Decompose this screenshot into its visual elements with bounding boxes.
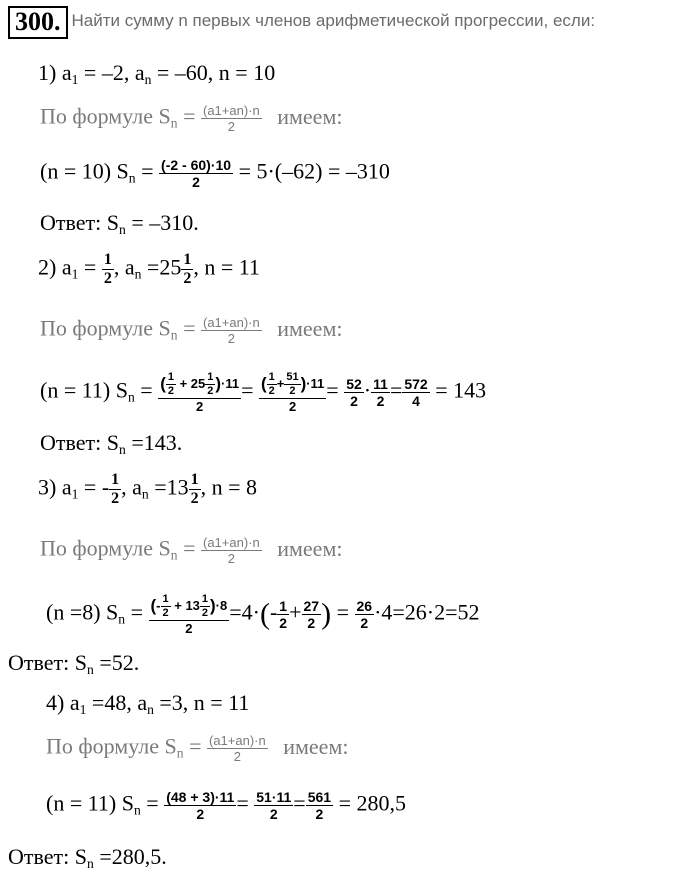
p3-calc-fraction-3: $\frac{27}{2}$	[303, 598, 320, 631]
p1-answer: Ответ: $S_n = -310$.	[40, 210, 199, 238]
p1-sum-formula: $\frac{(a1+an)\cdot n}{2}$	[202, 103, 260, 134]
p3-calculation: (n =8) $S_n$ = (- $\frac{1}{2}$ + 13 $\frac{1}{2}$ )·8 2 =4·(- $\frac{1}{2}$ + $\frac{27}{2}$ ) = $\frac{26}{2}$ ·4=26·2=52	[46, 593, 480, 636]
p2-condition: 2) $a_1$ = $\frac{1}{2}$ , $a_n =25$ $\frac{1}{2}$ , n = 11	[38, 251, 260, 287]
p1-calc-fraction: $\frac{(-2 - 60)\cdot 10}{2}$	[161, 157, 232, 190]
p2-answer: Ответ: $S_n =143$.	[40, 430, 183, 458]
p4-condition: 4) $a_1 =48$, $a_n =3$, n = 11	[46, 690, 250, 718]
p2-formula-line: По формуле $S_n$ = $\frac{(a1+an)\cdot n}{2}$ имеем:	[40, 315, 343, 346]
problem-number: 300.	[8, 6, 68, 39]
p3-calc-fraction-1: (- $\frac{1}{2}$ + 13 $\frac{1}{2}$ )·8 2	[150, 593, 228, 636]
p4-formula-line: По формуле $S_n$ = $\frac{(a1+an)\cdot n}{2}$ имеем:	[46, 733, 349, 764]
p4-calc-fraction-3: $\frac{561}{2}$	[307, 789, 332, 822]
p3-answer: Ответ: $S_n =52$.	[8, 650, 140, 678]
task-statement: Найти сумму n первых членов арифметической прогрессии, если:	[71, 11, 596, 30]
p2-an-fraction: $\frac{1}{2}$	[183, 251, 192, 287]
p2-a1-fraction: $\frac{1}{2}$	[103, 251, 112, 287]
p2-calc-fraction-1: ( $\frac{1}{2}$ + 25 $\frac{1}{2}$ )·11 2	[160, 371, 240, 414]
p3-calc-fraction-4: $\frac{26}{2}$	[356, 598, 373, 631]
p4-answer: Ответ: $S_n =280,5$.	[8, 844, 167, 872]
p3-formula-line: По формуле $S_n$ = $\frac{(a1+an)\cdot n}{2}$ имеем:	[40, 535, 343, 566]
p2-sum-formula: $\frac{(a1+an)\cdot n}{2}$	[202, 315, 260, 346]
p4-calculation: (n = 11) $S_n$ = $\frac{(48 + 3)\cdot 11}{2}$ = $\frac{51\cdot 11}{2}$ = $\frac{561}{2}$ = 280,5	[46, 789, 406, 822]
p4-calc-fraction-2: $\frac{51\cdot 11}{2}$	[256, 789, 292, 822]
p4-calc-fraction-1: $\frac{(48 + 3)\cdot 11}{2}$	[166, 789, 235, 822]
p3-a1-fraction: $\frac{1}{2}$	[111, 471, 120, 507]
p2-calc-fraction-2: ( $\frac{1}{2}$ + $\frac{51}{2}$ )·11 2	[261, 371, 325, 414]
p1-calculation: (n = 10) $S_n$ = $\frac{(-2 - 60)\cdot 10}{2}$ = 5·(–62) = –310	[40, 157, 390, 190]
p2-calc-fraction-4: $\frac{11}{2}$	[373, 376, 388, 409]
p3-sum-formula: $\frac{(a1+an)\cdot n}{2}$	[202, 535, 260, 566]
p3-an-fraction: $\frac{1}{2}$	[190, 471, 199, 507]
problem-header	[8, 6, 595, 39]
p3-calc-fraction-2: $\frac{1}{2}$	[279, 598, 288, 631]
p4-sum-formula: $\frac{(a1+an)\cdot n}{2}$	[208, 733, 266, 764]
p1-formula-line: По формуле $S_n$ = $\frac{(a1+an)\cdot n}{2}$ имеем:	[40, 103, 343, 134]
p3-condition: 3) $a_1$ = - $\frac{1}{2}$ , $a_n =13$ $\frac{1}{2}$ , n = 8	[38, 471, 258, 507]
p2-calc-fraction-5: $\frac{572}{4}$	[404, 376, 428, 409]
p1-condition: 1) $a_1 = -2$, $a_n = -60$, n = 10	[38, 60, 276, 88]
p2-calculation: (n = 11) $S_n$ = ( $\frac{1}{2}$ + 25 $\frac{1}{2}$ )·11 2 = ( $\frac{1}{2}$ + $\frac{51}{2}$ )·11 2 = $\frac{52}{2}$ · $\frac{11}{2}$ = $\frac{572}{4}$ = 143	[40, 371, 487, 414]
p2-calc-fraction-3: $\frac{52}{2}$	[346, 376, 362, 409]
